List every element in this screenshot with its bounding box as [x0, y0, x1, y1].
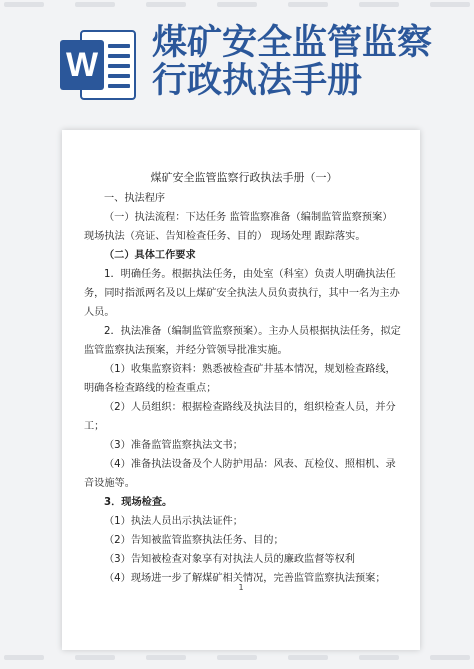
watermark-mark: [75, 655, 115, 660]
watermark-mark: [288, 2, 328, 7]
watermark-mark: [4, 2, 44, 7]
paragraph: （1）收集监察资料：熟悉被检查矿井基本情况，规划检查路线，明确各检查路线的检查重点；: [84, 364, 396, 394]
document-title: 煤矿安全监管监察行政执法手册（一）: [150, 171, 338, 184]
paragraph: 3．现场检查。: [104, 497, 173, 508]
watermark-mark: [75, 2, 115, 7]
document-page: [62, 130, 420, 650]
document-banner: [0, 0, 474, 115]
paragraph: （1）执法人员出示执法证件；: [104, 516, 243, 527]
watermark-mark: [217, 2, 257, 7]
word-letter-badge: W: [60, 40, 104, 90]
paragraph: （2）告知被监管监察执法任务、目的；: [104, 535, 284, 546]
paragraph: （3）告知被检查对象享有对执法人员的廉政监督等权利: [104, 554, 355, 565]
watermark-mark: [430, 655, 470, 660]
watermark-mark: [288, 655, 328, 660]
watermark-mark: [4, 655, 44, 660]
watermark-mark: [146, 655, 186, 660]
watermark-mark: [359, 2, 399, 7]
banner-title: [152, 24, 472, 100]
paragraph: （3）准备监管监察执法文书；: [104, 440, 243, 451]
banner-title-line1: 煤矿安全监管监察: [152, 23, 433, 63]
paragraph: （4）准备执法设备及个人防护用品：风表、瓦检仪、照相机、录音设施等。: [84, 459, 396, 489]
banner-title-line2: 行政执法手册: [152, 61, 363, 101]
paragraph: 1．明确任务。根据执法任务，由处室（科室）负责人明确执法任务，同时指派两名及以上煤矿安全执法人员负责执行，其中一名为主办人员。: [84, 269, 400, 318]
paragraph: 2．执法准备（编制监管监察预案）。主办人员根据执法任务，拟定监管监察执法预案，并经分管领导批准实施。: [84, 326, 401, 356]
watermark-strip-bottom: [0, 655, 474, 667]
paragraph: （4）现场进一步了解煤矿相关情况，完善监管监察执法预案；: [104, 573, 386, 584]
page-number: 1: [238, 583, 244, 592]
paragraph: （一）执法流程：下达任务 监管监察准备（编制监管监察预案） 现场执法（亮证、告知检查任务、目的） 现场处理 跟踪落实。: [84, 212, 393, 242]
watermark-mark: [359, 655, 399, 660]
word-icon: [60, 30, 136, 100]
document-body: [84, 168, 404, 588]
paragraph-list: [84, 189, 404, 588]
watermark-mark: [146, 2, 186, 7]
watermark-mark: [430, 2, 470, 7]
paragraph: （2）人员组织：根据检查路线及执法目的，组织检查人员，并分工；: [84, 402, 396, 432]
watermark-strip-top: [0, 2, 474, 14]
paragraph: 一、执法程序: [104, 193, 166, 204]
paragraph: （二）具体工作要求: [104, 250, 196, 261]
watermark-mark: [217, 655, 257, 660]
